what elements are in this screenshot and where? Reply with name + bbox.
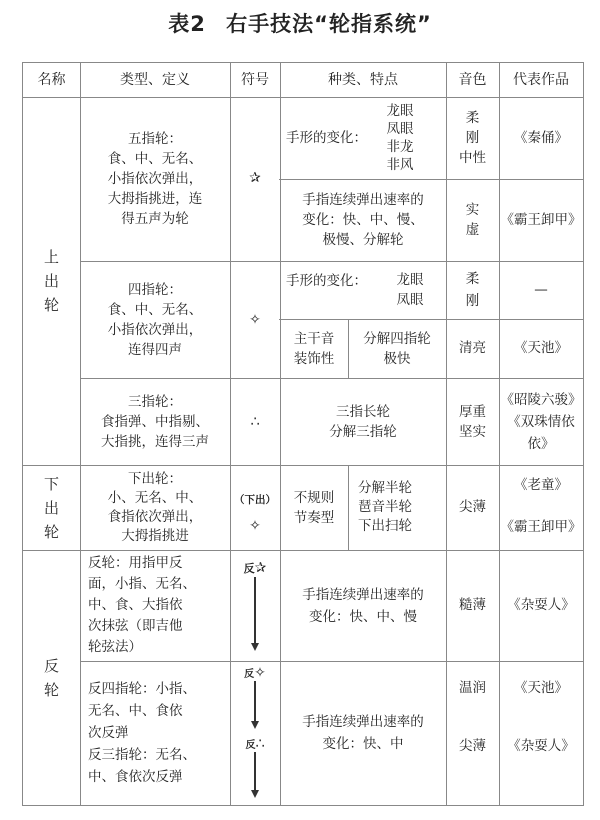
header-works: 代表作品 [513,72,569,88]
three-feat: 三指长轮 分解三指轮 [329,403,397,440]
table-number: 表2 [168,12,206,36]
rev2-symbol-label-b: 反 [245,740,256,751]
four-work2: 《天池》 [514,340,568,356]
rev1-feat: 手指连续弹出速率的 变化：快、中、慢 [302,586,424,625]
down-tone: 尖薄 [459,499,486,515]
four-feat2a: 主干音 装饰性 [293,330,335,367]
table-caption: 右手技法“轮指系统” [226,12,432,36]
five-feat2: 手指连续弹出速率的 变化：快、中、慢、 极慢、分解轮 [302,192,424,248]
header-symbol: 符号 [241,72,269,88]
rev2-tone2: 尖薄 [459,737,486,754]
rev2-arrowhead-a-icon [251,721,259,729]
three-work: 《昭陵六骏》 《双珠情依依》 [500,391,582,452]
four-def: 四指轮： 食、中、无名、 小指依次弹出， 连得四声 [107,281,203,358]
five-tone1: 柔 刚 中性 [459,110,486,166]
rev2-arrow-a-icon [254,681,256,723]
five-tone2: 实 虚 [465,202,480,238]
four-tone2: 清亮 [459,340,486,356]
five-work1: 《秦俑》 [514,129,568,146]
technique-table [22,62,584,806]
five-feat1-label: 手形的变化： [286,129,367,146]
rev2-def: 反四指轮：小指、 无名、中、食依 次反弹 反三指轮：无名、 中、食依次反弹 [88,681,196,785]
four-work1: — [534,281,548,298]
rev2-arrowhead-b-icon [251,790,259,798]
rev2-symbol-label-a: 反 [244,669,255,680]
header-feature: 种类、特点 [328,72,398,88]
five-feat1-items: 龙眼 凤眼 非龙 非风 [386,103,414,173]
header-tone: 音色 [458,72,487,88]
down-work1: 《老童》 [514,476,568,493]
four-feat2b: 分解四指轮 极快 [363,330,431,367]
down-def: 下出轮： 小、无名、中、 食指依次弹出， 大拇指挑进 [107,470,203,544]
four-symbol-icon: ✧ [249,312,261,328]
rev2-tone1: 温润 [459,679,486,696]
four-feat1-items: 龙眼 凤眼 [396,272,424,308]
rev1-symbol-icon: ✰ [254,560,267,576]
rev2-symbol-a [230,666,280,682]
four-tone1: 柔 刚 [465,271,480,309]
five-work2: 《霸王卸甲》 [500,211,582,228]
rev1-arrowhead-icon [251,643,259,651]
rev1-arrow-icon [254,577,256,645]
down-symbol-label: （下出） [234,494,276,506]
rev2-symbol-icon-a: ✧ [254,665,266,681]
rev1-symbol [230,561,280,576]
rev1-symbol-label: 反 [243,562,255,575]
three-symbol-icon: ∴ [250,414,260,430]
header-name: 名称 [37,72,66,88]
five-symbol-icon: ✰ [249,170,261,186]
rev2-symbol-b [230,737,280,753]
rev1-tone: 糙薄 [459,597,486,613]
rev1-def: 反轮：用指甲反 面，小指、无名、 中、食、大指依 次抹弦（即吉他 轮弦法） [88,555,196,655]
rev2-feat: 手指连续弹出速率的 变化：快、中 [302,714,424,752]
down-feat-b: 分解半轮 琶音半轮 下出扫轮 [358,480,412,534]
down-work2: 《霸王卸甲》 [500,518,582,535]
down-symbol-icon: ✧ [249,518,261,534]
four-feat1-label: 手形的变化： [286,272,367,289]
rev2-work2: 《杂耍人》 [507,737,575,754]
group-lower: 下 出 轮 [43,474,59,541]
three-def: 三指轮： 食指弹、中指剔、 大指挑，连得三声 [101,393,209,450]
three-tone: 厚重 坚实 [459,403,486,440]
table-title [0,8,600,38]
group-upper: 上 出 轮 [43,248,59,314]
rev2-arrow-b-icon [254,752,256,792]
group-reverse: 反 轮 [43,656,59,699]
rev2-work1: 《天池》 [514,679,568,696]
header-type: 类型、定义 [120,72,190,88]
rev2-symbol-icon-b: ∴ [255,736,265,752]
down-feat-a: 不规则 节奏型 [293,489,335,526]
rev1-work: 《杂耍人》 [507,597,575,613]
five-def: 五指轮： 食、中、无名、 小指依次弹出， 大拇指挑进，连 得五声为轮 [107,131,203,227]
